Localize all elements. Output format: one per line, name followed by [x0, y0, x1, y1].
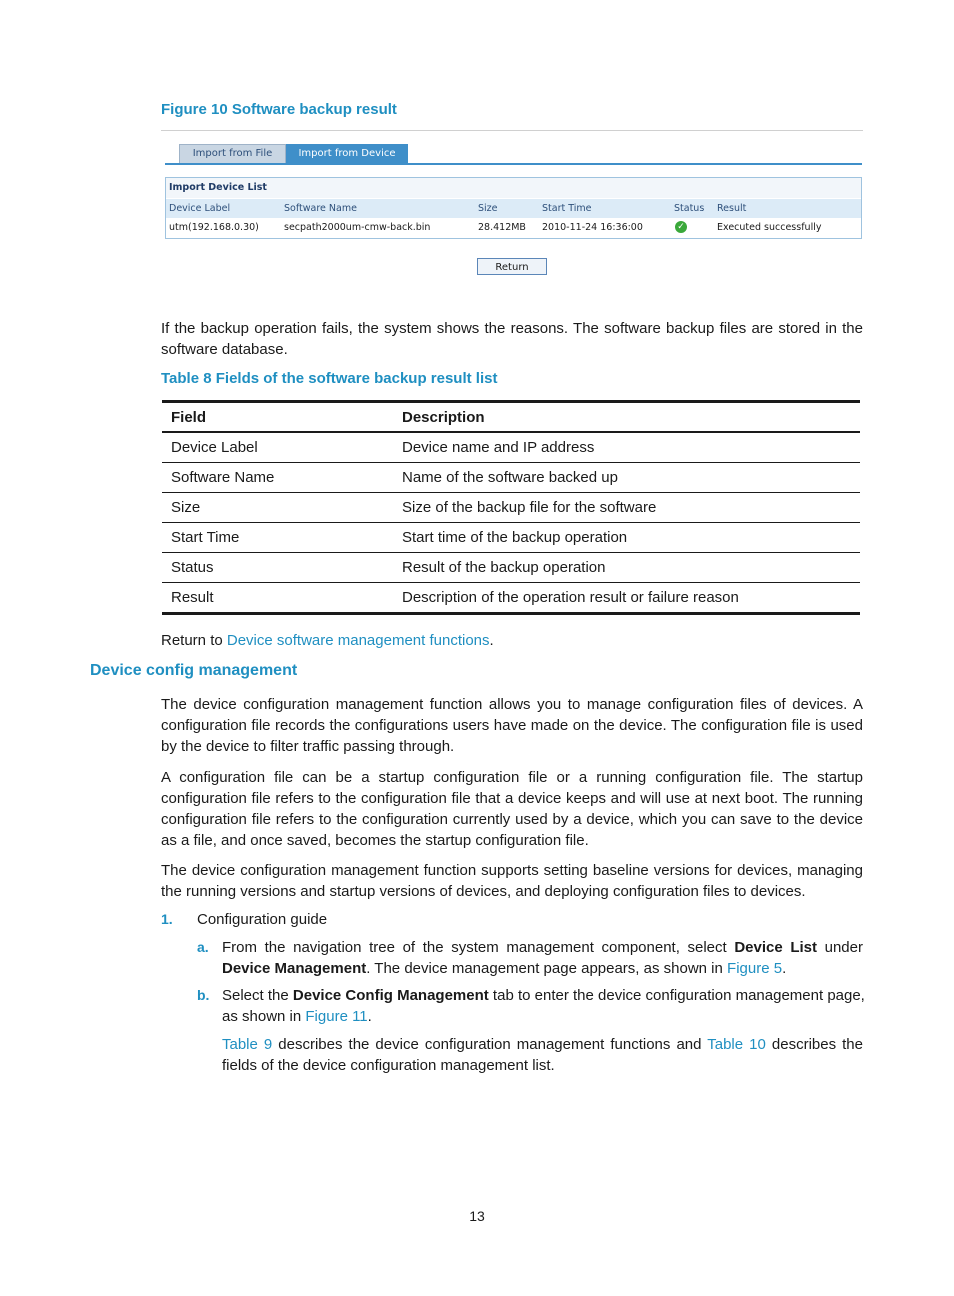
panel-title [166, 178, 861, 198]
step-b-bold-device-config-management: Device Config Management [292, 987, 489, 1004]
field-name: Start Time [171, 529, 240, 546]
panel-title-text: Import Device List [169, 182, 267, 193]
step-b-part: tab to enter the device configuration management page, as shown in [222, 987, 865, 1025]
header-field: Field [171, 409, 207, 426]
return-button[interactable]: Return [477, 258, 547, 275]
table-header-row [162, 403, 860, 433]
column-header-software-name[interactable]: Software Name [284, 203, 357, 214]
step-b-part: Select the [222, 987, 293, 1004]
table-row [162, 553, 860, 583]
page-number: 13 [469, 1208, 485, 1224]
section-heading: Device config management [90, 662, 298, 679]
step-a-part: . [782, 960, 787, 977]
import-device-list-panel [165, 177, 862, 239]
cell-size: 28.412MB [478, 222, 526, 233]
device-software-management-link[interactable]: Device software management functions [226, 632, 490, 649]
field-description: Result of the backup operation [402, 559, 606, 576]
column-header-status[interactable]: Status [674, 203, 705, 214]
figure-11-link[interactable]: Figure 11 [305, 1008, 368, 1025]
list-item [161, 909, 173, 930]
column-header-size[interactable]: Size [478, 203, 498, 214]
table-row[interactable] [166, 218, 861, 238]
tab-import-from-device[interactable]: Import from Device [286, 144, 408, 164]
return-prefix: Return to [161, 632, 227, 649]
backup-fail-paragraph: If the backup operation fails, the system shows the reasons. The software backup files are stored in the software database. [161, 320, 863, 358]
tab-import-from-file[interactable]: Import from File [179, 144, 286, 163]
table-9-link[interactable]: Table 9 [222, 1036, 273, 1053]
step-b-text [222, 985, 868, 1027]
field-description: Device name and IP address [402, 439, 595, 456]
table8-caption: Table 8 Fields of the software backup result list [161, 370, 498, 387]
list-marker: b. [197, 987, 210, 1003]
return-line [161, 630, 494, 651]
cell-software-name: secpath2000um-cmw-back.bin [284, 222, 431, 233]
field-description: Name of the software backed up [402, 469, 618, 486]
step-a-part: . The device management page appears, as shown in [366, 960, 728, 977]
list-item-text: Configuration guide [197, 911, 328, 928]
return-suffix: . [489, 632, 494, 649]
figure-divider [161, 130, 863, 131]
table-row [162, 433, 860, 463]
section-paragraph-2: A configuration file can be a startup configuration file or a running configuration file. The startup configuration file refers to the configuration file that a device keeps and will use at next boot. The running configuration file refers to the configuration currently used by a device, which you can save to the device as a file, and once saved, becomes the startup configuration file. [161, 769, 863, 849]
cell-start-time: 2010-11-24 16:36:00 [542, 222, 643, 233]
cell-result: Executed successfully [717, 222, 822, 233]
field-description: Start time of the backup operation [402, 529, 628, 546]
step-a-bold-device-management: Device Management [222, 960, 367, 977]
field-name: Size [171, 499, 201, 516]
step-a-marker [197, 937, 209, 958]
step-a-part: From the navigation tree of the system management component, select [222, 939, 735, 956]
table-row [162, 523, 860, 553]
column-header-device-label[interactable]: Device Label [169, 203, 231, 214]
field-name: Status [171, 559, 214, 576]
table-row [162, 583, 860, 612]
header-description: Description [402, 409, 485, 426]
field-description: Description of the operation result or failure reason [402, 589, 739, 606]
table-10-link[interactable]: Table 10 [707, 1036, 766, 1053]
list-marker: a. [197, 939, 209, 955]
step-b-marker [197, 985, 209, 1006]
field-name: Software Name [171, 469, 275, 486]
grid-header [166, 199, 861, 218]
field-description: Size of the backup file for the software [402, 499, 657, 516]
field-name: Result [171, 589, 214, 606]
cell-device-label: utm(192.168.0.30) [169, 222, 259, 233]
table-row [162, 493, 860, 523]
fields-table [162, 400, 860, 615]
figure-caption: Figure 10 Software backup result [161, 101, 397, 118]
section-paragraph-1: The device configuration management function allows you to manage configuration files of devices. A configuration file records the configurations users have made on the device. The configuration file is used by the device to filter traffic passing through. [161, 696, 863, 755]
table-row [162, 463, 860, 493]
step-a-bold-device-list: Device List [734, 939, 817, 956]
step-b-note-part: describes the fields of the device configuration management list. [222, 1036, 863, 1074]
step-b-note-part: describes the device configuration management functions and [272, 1036, 708, 1053]
step-a-text [222, 937, 863, 979]
step-b-part: . [367, 1008, 372, 1025]
column-header-result[interactable]: Result [717, 203, 747, 214]
section-paragraph-3: The device configuration management function supports setting baseline versions for devices, managing the running versions and startup versions of devices, and deploying configuration files to devices. [161, 862, 863, 900]
tab-bar [165, 144, 862, 165]
list-marker: 1. [161, 911, 173, 927]
step-b-note [222, 1034, 863, 1076]
field-name: Device Label [171, 439, 258, 456]
figure-5-link[interactable]: Figure 5 [727, 960, 783, 977]
step-a-part: under [817, 939, 863, 956]
success-check-icon: ✓ [675, 221, 687, 233]
column-header-start-time[interactable]: Start Time [542, 203, 592, 214]
